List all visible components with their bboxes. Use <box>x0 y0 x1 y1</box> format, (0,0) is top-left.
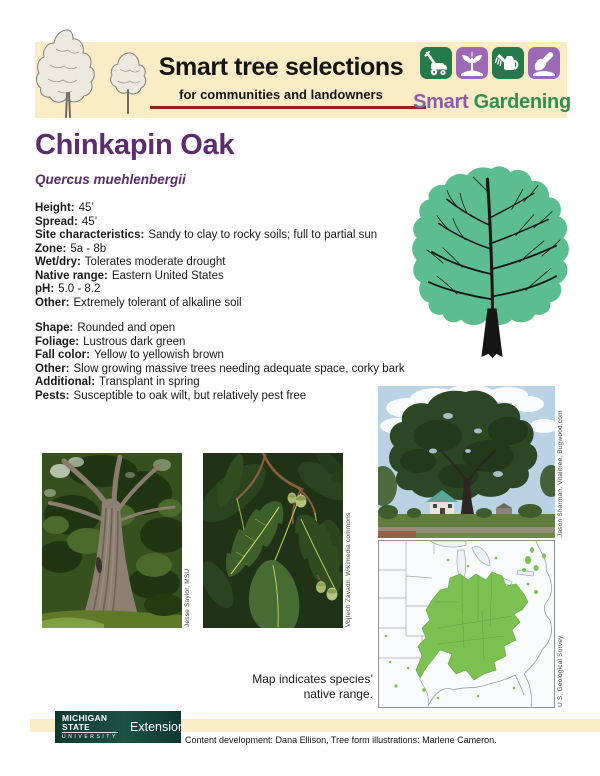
content-credit: Content development: Dana Ellison, Tree form illustrations: Marlene Cameron. <box>185 735 497 745</box>
logo-tiles <box>420 47 566 79</box>
spec-row: Wet/dry: Tolerates moderate drought <box>35 256 226 268</box>
header-subtitle: for communities and landowners <box>179 87 383 102</box>
smart-gardening-logo <box>420 47 566 79</box>
page-title: Chinkapin Oak <box>35 129 235 161</box>
msu-extension-logo <box>55 711 185 743</box>
native-range-map <box>378 540 555 708</box>
mature-tree-photo <box>378 386 555 538</box>
photo-credit: Jesse Saylor, MSU <box>184 568 191 627</box>
spec-row: Pests: Susceptible to oak wilt, but relatively pest free <box>35 389 307 402</box>
spec-row: Fall color: Yellow to yellowish brown <box>35 349 224 361</box>
spec-row: Foliage: Lustrous dark green <box>35 335 186 348</box>
trunk-photo <box>42 453 182 628</box>
lawnmower-icon <box>420 47 452 79</box>
photo-credit: Jason Sharman, Vitalitree, Bugwood.com <box>557 410 564 537</box>
spec-row: Shape: Rounded and open <box>35 322 176 334</box>
tree-form-illustration <box>405 163 580 361</box>
photo-credit: Vojtech Zavadil, Wikimedia commons <box>345 512 352 627</box>
map-caption: Map indicates species’ native range. <box>252 672 373 701</box>
spec-row: Zone: 5a - 8b <box>35 242 107 255</box>
trowel-icon <box>528 47 560 79</box>
spec-row: Other: Extremely tolerant of alkaline soil <box>35 296 242 309</box>
map-credit: U.S. Geological Survey <box>557 635 564 707</box>
extension-label: Extension <box>130 720 185 734</box>
site-spec-list <box>35 202 435 310</box>
characteristics-list <box>35 322 435 403</box>
species-name: Quercus muehlenbergii <box>35 172 186 187</box>
wordmark-smart: Smart <box>413 91 469 113</box>
header-title: Smart tree selections <box>158 53 404 81</box>
spec-row: Other: Slow growing massive trees needing adequate space, corky bark <box>35 362 405 375</box>
header-rule <box>150 106 426 109</box>
wordmark-gardening: Gardening <box>473 91 571 113</box>
foliage-acorns-photo <box>203 453 343 628</box>
spec-row: Site characteristics: Sandy to clay to rocky soils; full to partial sun <box>35 229 378 241</box>
spec-row: Height: 45’ <box>35 202 94 214</box>
spec-row: pH: 5.0 - 8.2 <box>35 283 101 295</box>
spec-row: Native range: Eastern United States <box>35 269 224 282</box>
seedling-icon <box>456 47 488 79</box>
spec-row: Spread: 45’ <box>35 215 98 228</box>
spec-row: Additional: Transplant in spring <box>35 376 200 388</box>
smart-gardening-wordmark <box>412 91 572 114</box>
msu-wordmark: MICHIGAN STATE UNIVERSITY <box>62 713 119 740</box>
watering-can-icon <box>492 47 524 79</box>
